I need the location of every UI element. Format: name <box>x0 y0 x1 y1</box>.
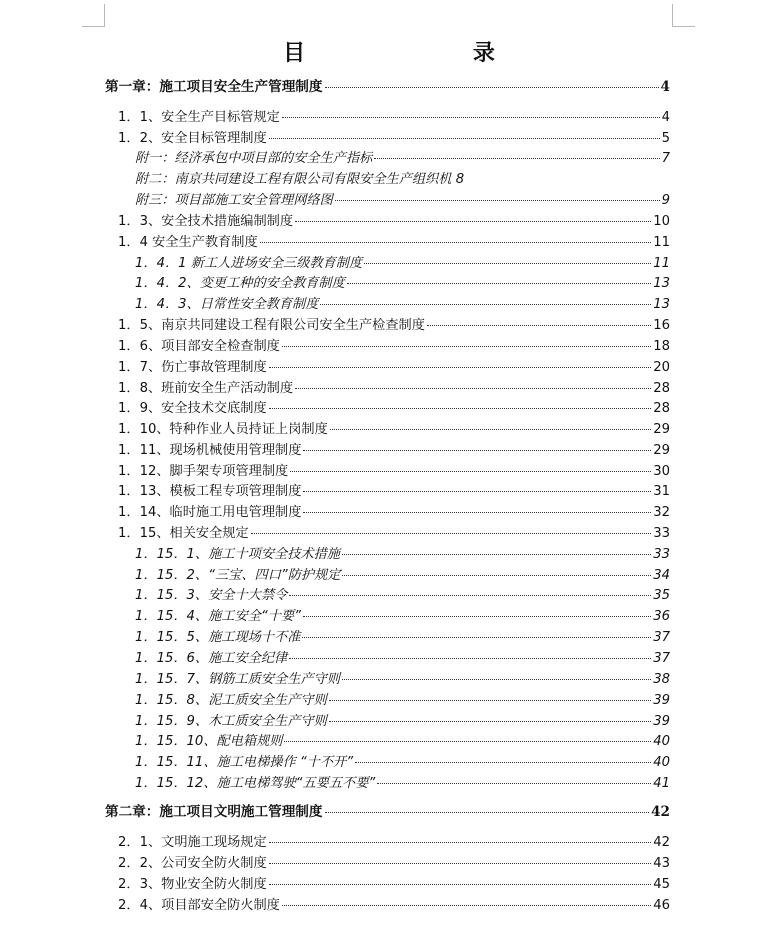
toc-dot-leader <box>282 905 651 906</box>
toc-entry-label: 1．4 安全生产教育制度 <box>118 235 258 250</box>
toc-page-number: 34 <box>653 568 670 583</box>
toc-page-number: 9 <box>661 193 670 208</box>
toc-dot-leader <box>342 679 651 680</box>
toc-dot-leader <box>302 637 651 638</box>
toc-entry[interactable] <box>118 379 670 399</box>
toc-page-number: 43 <box>653 856 670 871</box>
toc-dot-leader <box>325 87 659 88</box>
toc-entry-label: 1．4．1 新工人进场安全三级教育制度 <box>135 256 363 271</box>
toc-dot-leader <box>325 812 650 813</box>
toc-entry-label: 1．15．2、“三宝、四口”防护规定 <box>135 568 341 583</box>
toc-entry[interactable] <box>118 316 670 336</box>
toc-page-number: 42 <box>653 835 670 850</box>
toc-dot-leader <box>355 762 651 763</box>
toc-dot-leader <box>269 842 652 843</box>
toc-entry[interactable] <box>118 337 670 357</box>
toc-dot-leader <box>282 117 660 118</box>
toc-entry-label: 2．2、公司安全防火制度 <box>118 856 267 871</box>
toc-entry-label: 1．15．11、施工电梯操作 “十不开” <box>135 755 354 770</box>
toc-page-number: 38 <box>653 672 670 687</box>
toc-dot-leader <box>330 429 651 430</box>
toc-entry-label: 1．15．12、施工电梯驾驶“五要五不要” <box>135 776 376 791</box>
toc-dot-leader <box>303 491 651 492</box>
toc-entry-label: 1．2、安全目标管理制度 <box>118 131 267 146</box>
toc-dot-leader <box>342 554 651 555</box>
toc-page-number: 37 <box>653 630 670 645</box>
toc-page-number: 33 <box>653 547 670 562</box>
toc-entry[interactable] <box>135 586 670 606</box>
toc-dot-leader <box>303 616 651 617</box>
toc-entry-label: 附二：南京共同建设工程有限公司有限安全生产组织机 8 <box>135 172 465 187</box>
toc-entry-label: 1．4．2、变更工种的安全教育制度 <box>135 276 345 291</box>
toc-entry-label: 1．15．1、施工十项安全技术措施 <box>135 547 340 562</box>
toc-page-number: 36 <box>653 609 670 624</box>
toc-entry[interactable] <box>118 524 670 544</box>
toc-entry[interactable] <box>135 254 670 274</box>
toc-page-number: 39 <box>653 714 670 729</box>
toc-entry[interactable] <box>135 566 670 586</box>
toc-entry-label: 1．9、安全技术交底制度 <box>118 401 267 416</box>
toc-entry[interactable] <box>118 212 670 232</box>
toc-page-number: 28 <box>653 381 670 396</box>
toc-entry-label: 1．4．3、日常性安全教育制度 <box>135 297 319 312</box>
toc-page-number: 10 <box>653 214 670 229</box>
toc-entry-label: 2．3、物业安全防火制度 <box>118 877 267 892</box>
toc-dot-leader <box>374 158 659 159</box>
toc-page-number: 13 <box>653 276 670 291</box>
toc-entry[interactable] <box>135 274 670 294</box>
toc-dot-leader <box>284 741 651 742</box>
toc-dot-leader <box>269 138 660 139</box>
toc-entry[interactable] <box>118 833 670 853</box>
toc-dot-leader <box>329 700 651 701</box>
toc-page-number: 29 <box>653 422 670 437</box>
toc-dot-leader <box>269 408 652 409</box>
toc-entry[interactable] <box>118 854 670 874</box>
toc-dot-leader <box>377 783 651 784</box>
toc-dot-leader <box>342 575 651 576</box>
toc-page-number: 4 <box>660 79 670 95</box>
toc-page-number: 42 <box>651 804 670 820</box>
toc-page-number: 11 <box>653 235 670 250</box>
toc-page-number: 35 <box>653 588 670 603</box>
toc-dot-leader <box>303 512 651 513</box>
toc-entry-label: 1．15．7、钢筋工质安全生产守则 <box>135 672 340 687</box>
toc-entry[interactable] <box>135 670 670 690</box>
toc-entry[interactable] <box>135 628 670 648</box>
toc-entry[interactable] <box>118 233 670 253</box>
toc-dot-leader <box>295 388 651 389</box>
toc-entry[interactable] <box>118 441 670 461</box>
toc-entry-label: 1．15．5、施工现场十不准 <box>135 630 301 645</box>
toc-entry-label: 1．15．6、施工安全纪律 <box>135 651 288 666</box>
toc-page-number: 40 <box>653 734 670 749</box>
toc-page-number: 31 <box>653 484 670 499</box>
toc-entry[interactable] <box>118 462 670 482</box>
toc-page-number: 5 <box>661 131 670 146</box>
toc-entry[interactable] <box>135 191 670 211</box>
toc-entry[interactable] <box>118 503 670 523</box>
toc-page-number: 16 <box>653 318 670 333</box>
toc-dot-leader <box>289 658 651 659</box>
toc-dot-leader <box>289 595 651 596</box>
toc-entry-label: 1．6、项目部安全检查制度 <box>118 339 280 354</box>
toc-page-number: 45 <box>653 877 670 892</box>
toc-page-number: 37 <box>653 651 670 666</box>
toc-dot-leader <box>290 471 651 472</box>
toc-page-number: 18 <box>653 339 670 354</box>
toc-entry[interactable] <box>118 108 670 128</box>
toc-page-number: 41 <box>653 776 670 791</box>
toc-entry[interactable] <box>135 774 670 794</box>
toc-dot-leader <box>347 283 651 284</box>
toc-entry-label: 1．15．8、泥工质安全生产守则 <box>135 693 327 708</box>
toc-entry-label: 1．13、模板工程专项管理制度 <box>118 484 302 499</box>
toc-page-number: 40 <box>653 755 670 770</box>
toc-entry[interactable] <box>118 399 670 419</box>
toc-page-number: 28 <box>653 401 670 416</box>
toc-title: 目 录 <box>283 40 575 66</box>
toc-entry-label: 1．3、安全技术措施编制制度 <box>118 214 294 229</box>
toc-dot-leader <box>269 367 652 368</box>
toc-entry[interactable] <box>118 896 670 916</box>
toc-entry-label: 第一章：施工项目安全生产管理制度 <box>105 79 323 95</box>
toc-entry[interactable] <box>135 545 670 565</box>
toc-entry[interactable] <box>135 691 670 711</box>
toc-entry[interactable] <box>135 649 670 669</box>
toc-entry[interactable] <box>135 149 670 169</box>
toc-entry[interactable] <box>135 732 670 752</box>
toc-page-number: 20 <box>653 360 670 375</box>
toc-entry-label: 附一：经济承包中项目部的安全生产指标 <box>135 151 373 166</box>
toc-dot-leader <box>251 533 652 534</box>
toc-dot-leader <box>260 242 652 243</box>
page-corner-mark <box>82 4 105 27</box>
toc-entry-label: 1．15．10、配电箱规则 <box>135 734 283 749</box>
toc-chapter-entry[interactable] <box>105 77 670 97</box>
toc-dot-leader <box>303 450 651 451</box>
toc-page-number: 13 <box>653 297 670 312</box>
toc-page-number: 4 <box>661 110 670 125</box>
toc-dot-leader <box>282 346 651 347</box>
toc-entry[interactable] <box>135 712 670 732</box>
toc-entry-label: 1．15．9、木工质安全生产守则 <box>135 714 327 729</box>
toc-entry-label: 2．4、项目部安全防火制度 <box>118 898 280 913</box>
toc-page-number: 7 <box>661 151 670 166</box>
toc-entry-label: 1．11、现场机械使用管理制度 <box>118 443 302 458</box>
toc-entry[interactable] <box>135 295 670 315</box>
toc-entry-label: 1．5、南京共同建设工程有限公司安全生产检查制度 <box>118 318 425 333</box>
toc-dot-leader <box>335 200 660 201</box>
toc-page-number: 11 <box>653 256 670 271</box>
toc-entry-label: 1．14、临时施工用电管理制度 <box>118 505 302 520</box>
toc-entry-label: 1．7、伤亡事故管理制度 <box>118 360 267 375</box>
toc-entry-label: 第二章：施工项目文明施工管理制度 <box>105 804 323 820</box>
toc-entry[interactable] <box>135 170 464 190</box>
toc-entry[interactable] <box>118 482 670 502</box>
toc-dot-leader <box>329 721 651 722</box>
toc-dot-leader <box>427 325 651 326</box>
toc-page-number: 32 <box>653 505 670 520</box>
toc-chapter-entry[interactable] <box>105 802 670 822</box>
toc-dot-leader <box>269 884 652 885</box>
toc-entry[interactable] <box>135 753 670 773</box>
toc-entry-label: 2．1、文明施工现场规定 <box>118 835 267 850</box>
toc-entry-label: 1．15．3、安全十大禁令 <box>135 588 288 603</box>
toc-entry-label: 1．8、班前安全生产活动制度 <box>118 381 294 396</box>
toc-entry-label: 附三：项目部施工安全管理网络图 <box>135 193 333 208</box>
toc-dot-leader <box>269 863 652 864</box>
toc-page-number: 30 <box>653 464 670 479</box>
toc-entry-label: 1．12、脚手架专项管理制度 <box>118 464 289 479</box>
toc-dot-leader <box>295 221 651 222</box>
toc-page-number: 33 <box>653 526 670 541</box>
toc-entry[interactable] <box>118 129 670 149</box>
toc-entry[interactable] <box>135 607 670 627</box>
toc-entry-label: 1．1、安全生产目标管规定 <box>118 110 280 125</box>
toc-entry-label: 1．10、特种作业人员持证上岗制度 <box>118 422 328 437</box>
toc-entry[interactable] <box>118 358 670 378</box>
toc-entry[interactable] <box>118 420 670 440</box>
toc-entry-label: 1．15．4、施工安全“十要” <box>135 609 301 624</box>
toc-dot-leader <box>364 263 651 264</box>
toc-entry-label: 1．15、相关安全规定 <box>118 526 249 541</box>
toc-page-number: 46 <box>653 898 670 913</box>
toc-dot-leader <box>320 304 651 305</box>
toc-page-number: 29 <box>653 443 670 458</box>
toc-entry[interactable] <box>118 875 670 895</box>
page-corner-mark <box>672 4 695 27</box>
toc-page-number: 39 <box>653 693 670 708</box>
